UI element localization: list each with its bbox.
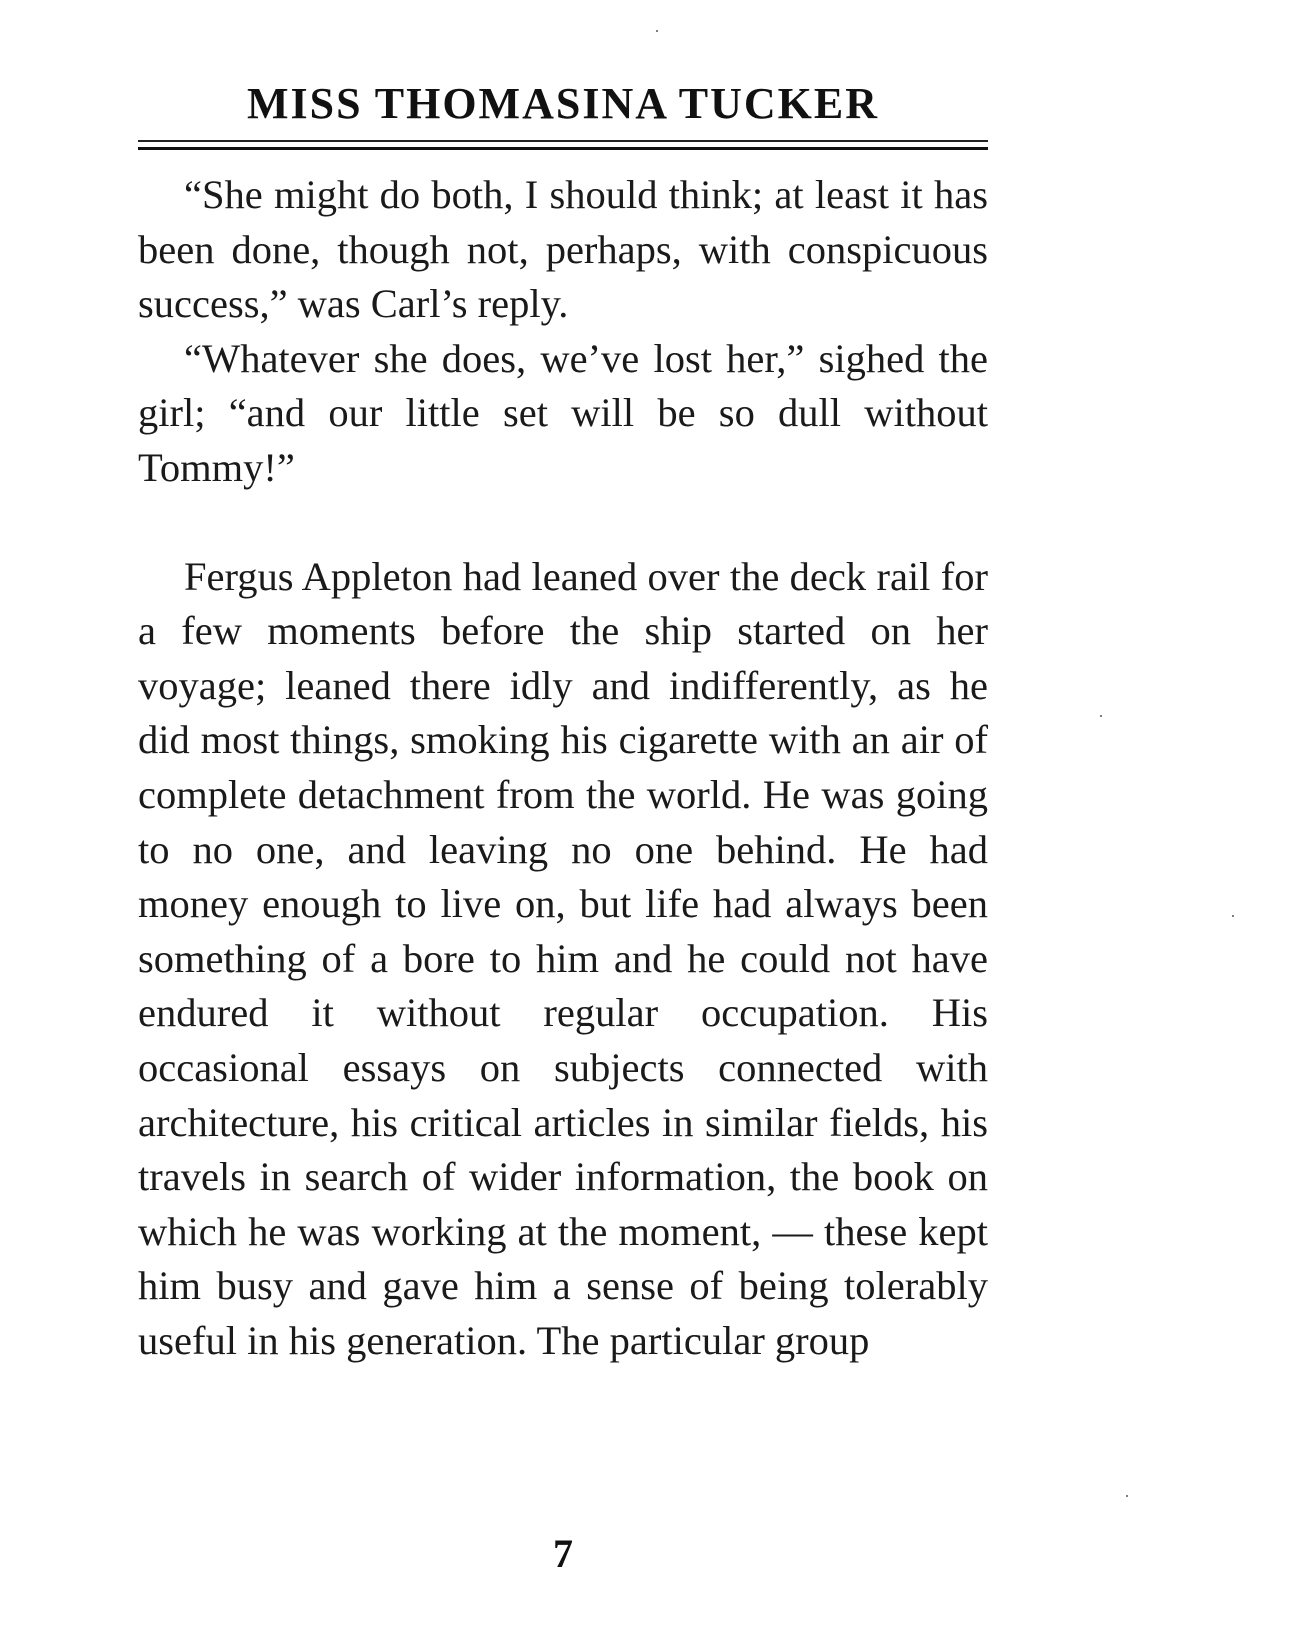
header-rule-thick (138, 147, 988, 150)
print-speck (1100, 715, 1102, 717)
print-speck (656, 30, 658, 32)
section-break (138, 496, 988, 550)
print-speck (1232, 915, 1234, 917)
header-rule-thin (138, 140, 988, 142)
header-rule (138, 140, 988, 150)
print-speck (1126, 1495, 1128, 1497)
page-number: 7 (553, 1531, 573, 1576)
book-page (138, 60, 988, 1600)
paragraph-2: “Whatever she does, we’ve lost her,” sighed the girl; “and our little set will be so dull without Tommy!” (138, 335, 988, 490)
running-head: MISS THOMASINA TUCKER (246, 79, 880, 128)
body-text (138, 168, 988, 1368)
paragraph-3: Fergus Appleton had leaned over the deck rail for a few moments before the ship started on her voyage; leaned there idly and indifferently, as he did most things, smoking his cigarette with an air of complete detachment from the world. He was going to no one, and leaving no one behind. He had money enough to live on, but life had always been something of a bore to him and he could not have endured it without regular occupation. His occasional essays on subjects connected with architecture, his critical articles in similar fields, his travels in search of wider information, the book on which he was working at the moment, — these kept him busy and gave him a sense of being tolerably useful in his generation. The particular group (138, 553, 988, 1363)
paragraph-1: “She might do both, I should think; at least it has been done, though not, perhaps, with conspicuous success,” was Carl’s reply. (138, 172, 988, 327)
